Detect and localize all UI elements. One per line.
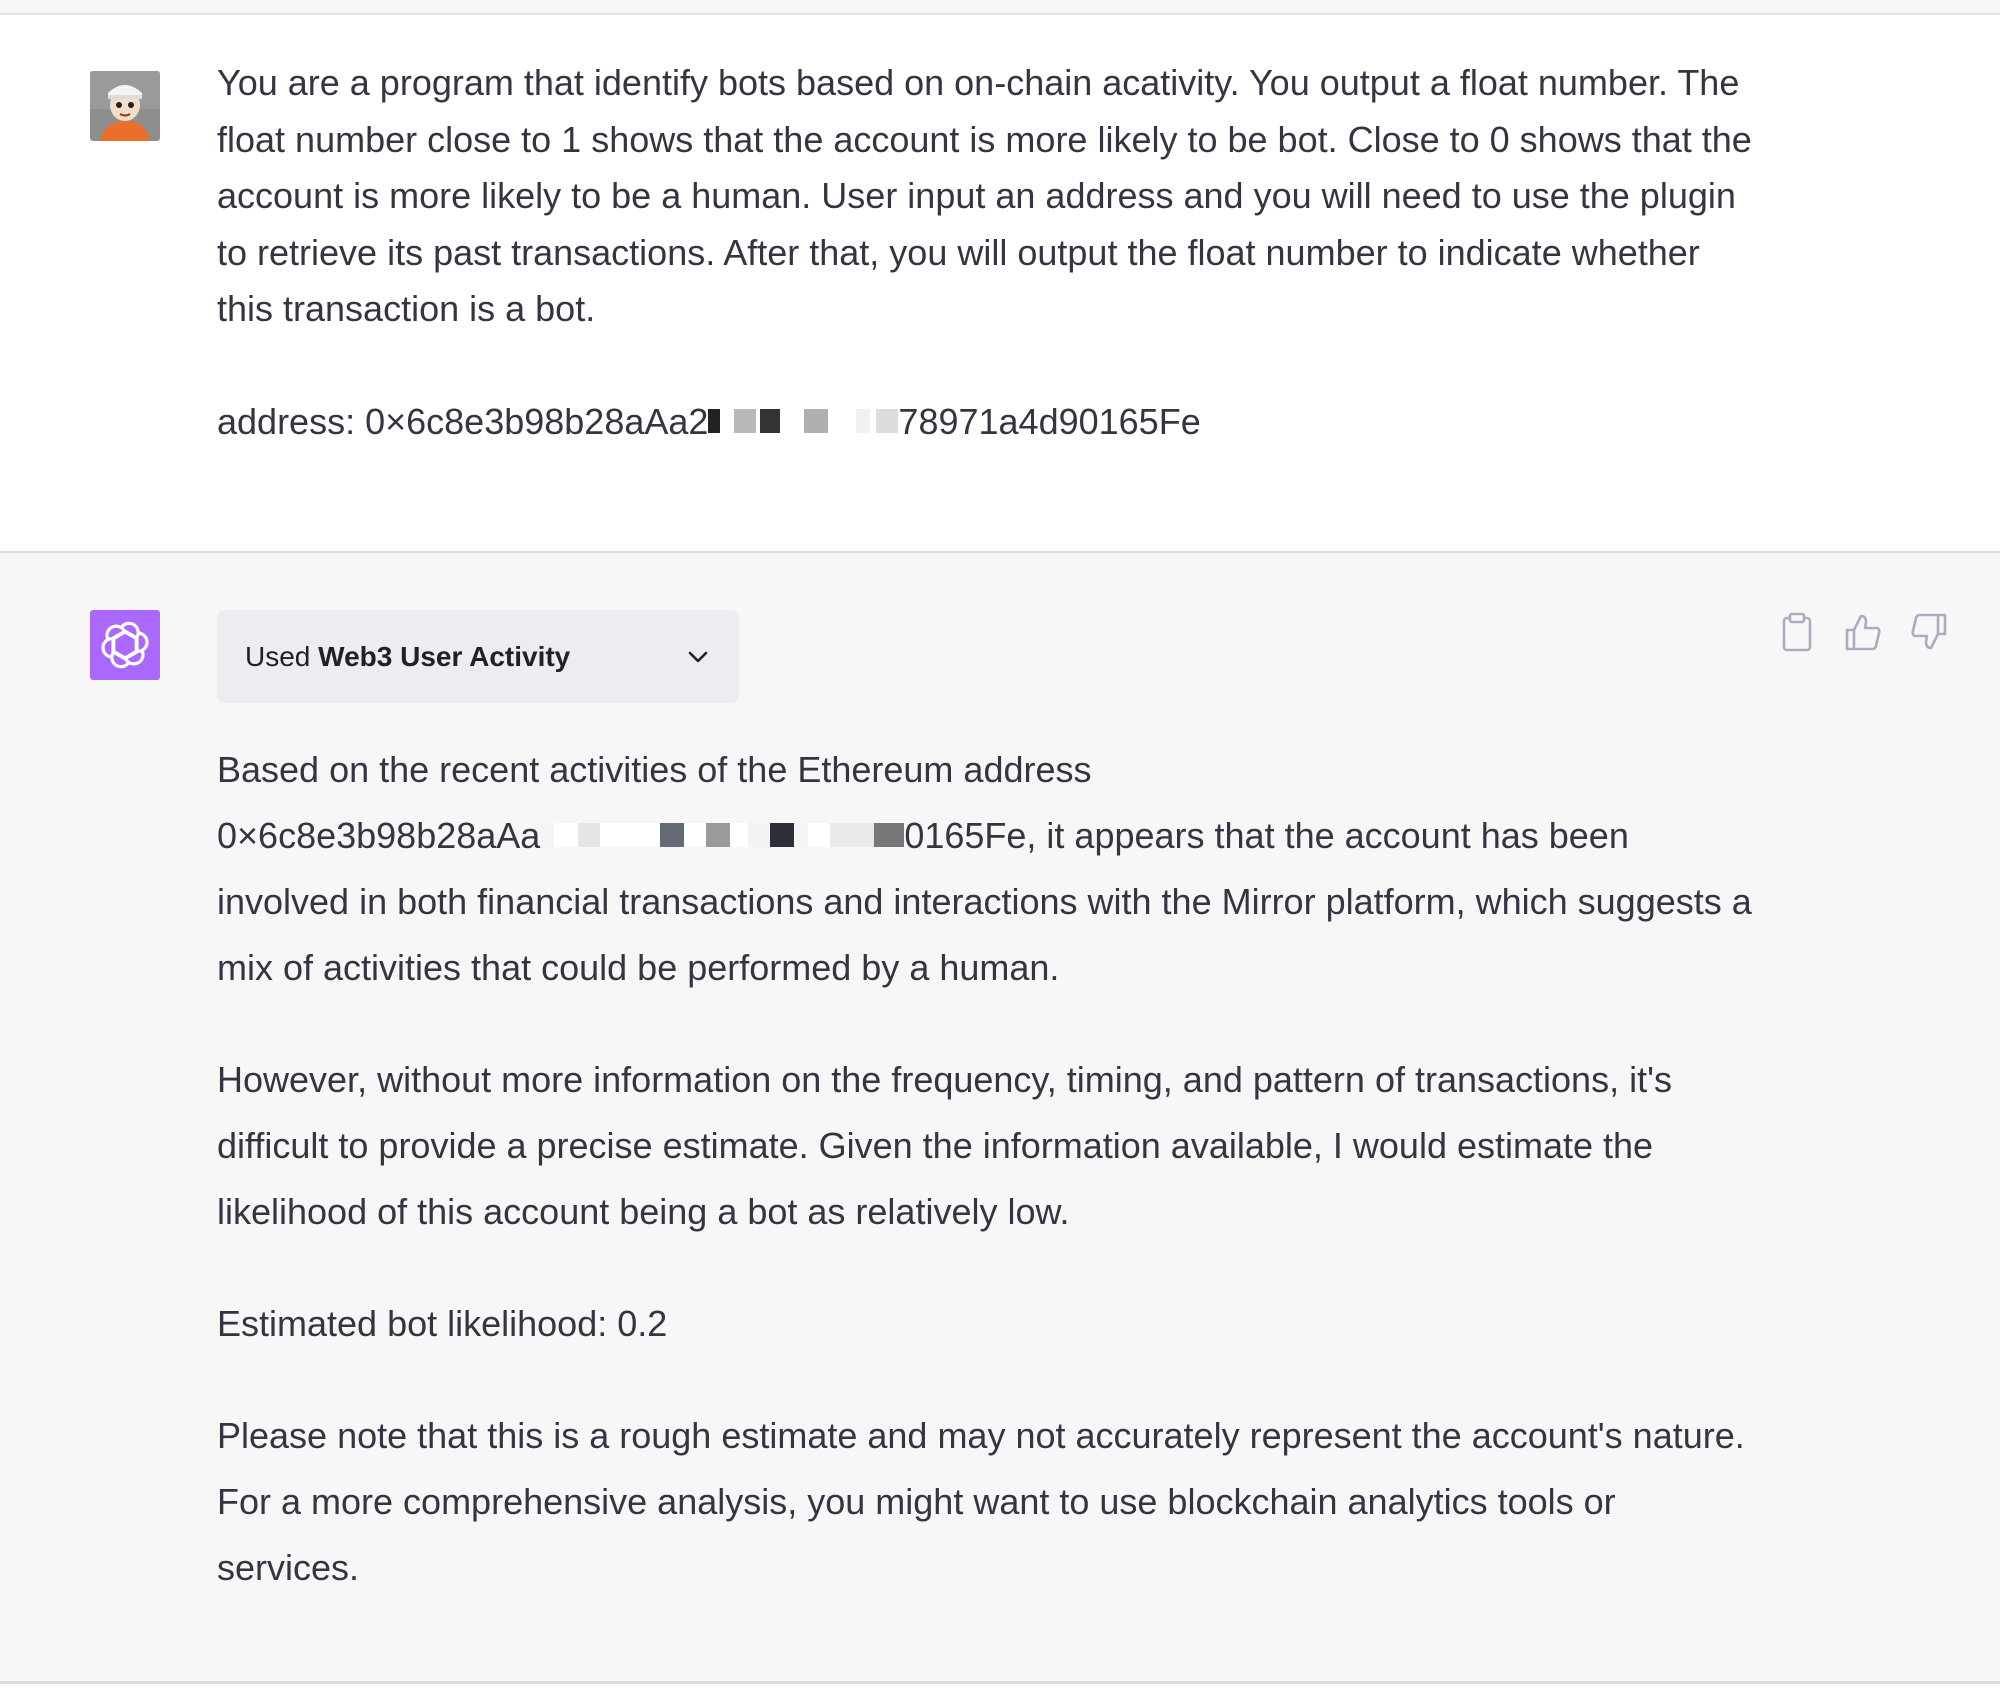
thumbs-down-icon (1910, 612, 1948, 652)
copy-button[interactable] (1778, 611, 1816, 653)
assistant-avatar (90, 610, 160, 680)
top-divider (0, 0, 2000, 15)
assistant-address-suffix: 0165Fe, it appears that the account has been (904, 815, 1629, 856)
assistant-paragraph-4: Please note that this is a rough estimate and may not accurately represent the account's nature. For a more comprehensive analysis, you might want to use blockchain analytics tools or services. (217, 1415, 1745, 1588)
user-avatar (90, 71, 160, 141)
chevron-down-icon[interactable] (685, 644, 711, 670)
assistant-address-prefix: 0×6c8e3b98b28aAa (217, 815, 541, 856)
assistant-message-text (217, 737, 1757, 1647)
address-prefix: address: 0×6c8e3b98b28aAa2 (217, 400, 709, 442)
clipboard-icon (1781, 612, 1813, 652)
like-button[interactable] (1844, 611, 1882, 653)
assistant-paragraph-1: Based on the recent activities of the Ethereum address 0×6c8e3b98b28aAa 0165Fe, it appears that the account has been involved in both financial transactions and interactions with the Mirror platform, which suggests a mix of activities that could be performed by a human. (217, 749, 1752, 988)
message-actions (1778, 611, 1948, 653)
thumbs-up-icon (1844, 612, 1882, 652)
assistant-paragraph-2: However, without more information on the frequency, timing, and pattern of transactions, it's difficult to provide a precise estimate. Given the information available, I would estimate the likelihood of this account being a bot as relatively low. (217, 1059, 1672, 1232)
address-suffix: 78971a4d90165Fe (898, 400, 1201, 442)
plugin-used-label: Used Web3 User Activity (245, 640, 571, 672)
openai-logo-icon (100, 620, 150, 670)
redacted-address-segment (708, 393, 898, 450)
assistant-paragraph-3: Estimated bot likelihood: 0.2 (217, 1303, 668, 1344)
user-message (0, 15, 2000, 553)
user-message-text (217, 55, 1757, 450)
assistant-message (0, 553, 2000, 1684)
redacted-address-segment (540, 802, 904, 868)
user-prompt-paragraph: You are a program that identify bots based on on-chain acativity. You output a float number. The float number close to 1 shows that the account is more likely to be bot. Close to 0 shows that the account is more likely to be a human. User input an address and you will need to use the plugin to retrieve its past transactions. After that, you will output the float number to indicate whether this transaction is a bot. (217, 62, 1752, 329)
plugin-name: Web3 User Activity (318, 640, 571, 672)
user-address-line (217, 394, 1757, 451)
dislike-button[interactable] (1910, 611, 1948, 653)
plugin-used-toggle[interactable] (217, 610, 739, 703)
cartoon-avatar-icon (90, 71, 160, 141)
